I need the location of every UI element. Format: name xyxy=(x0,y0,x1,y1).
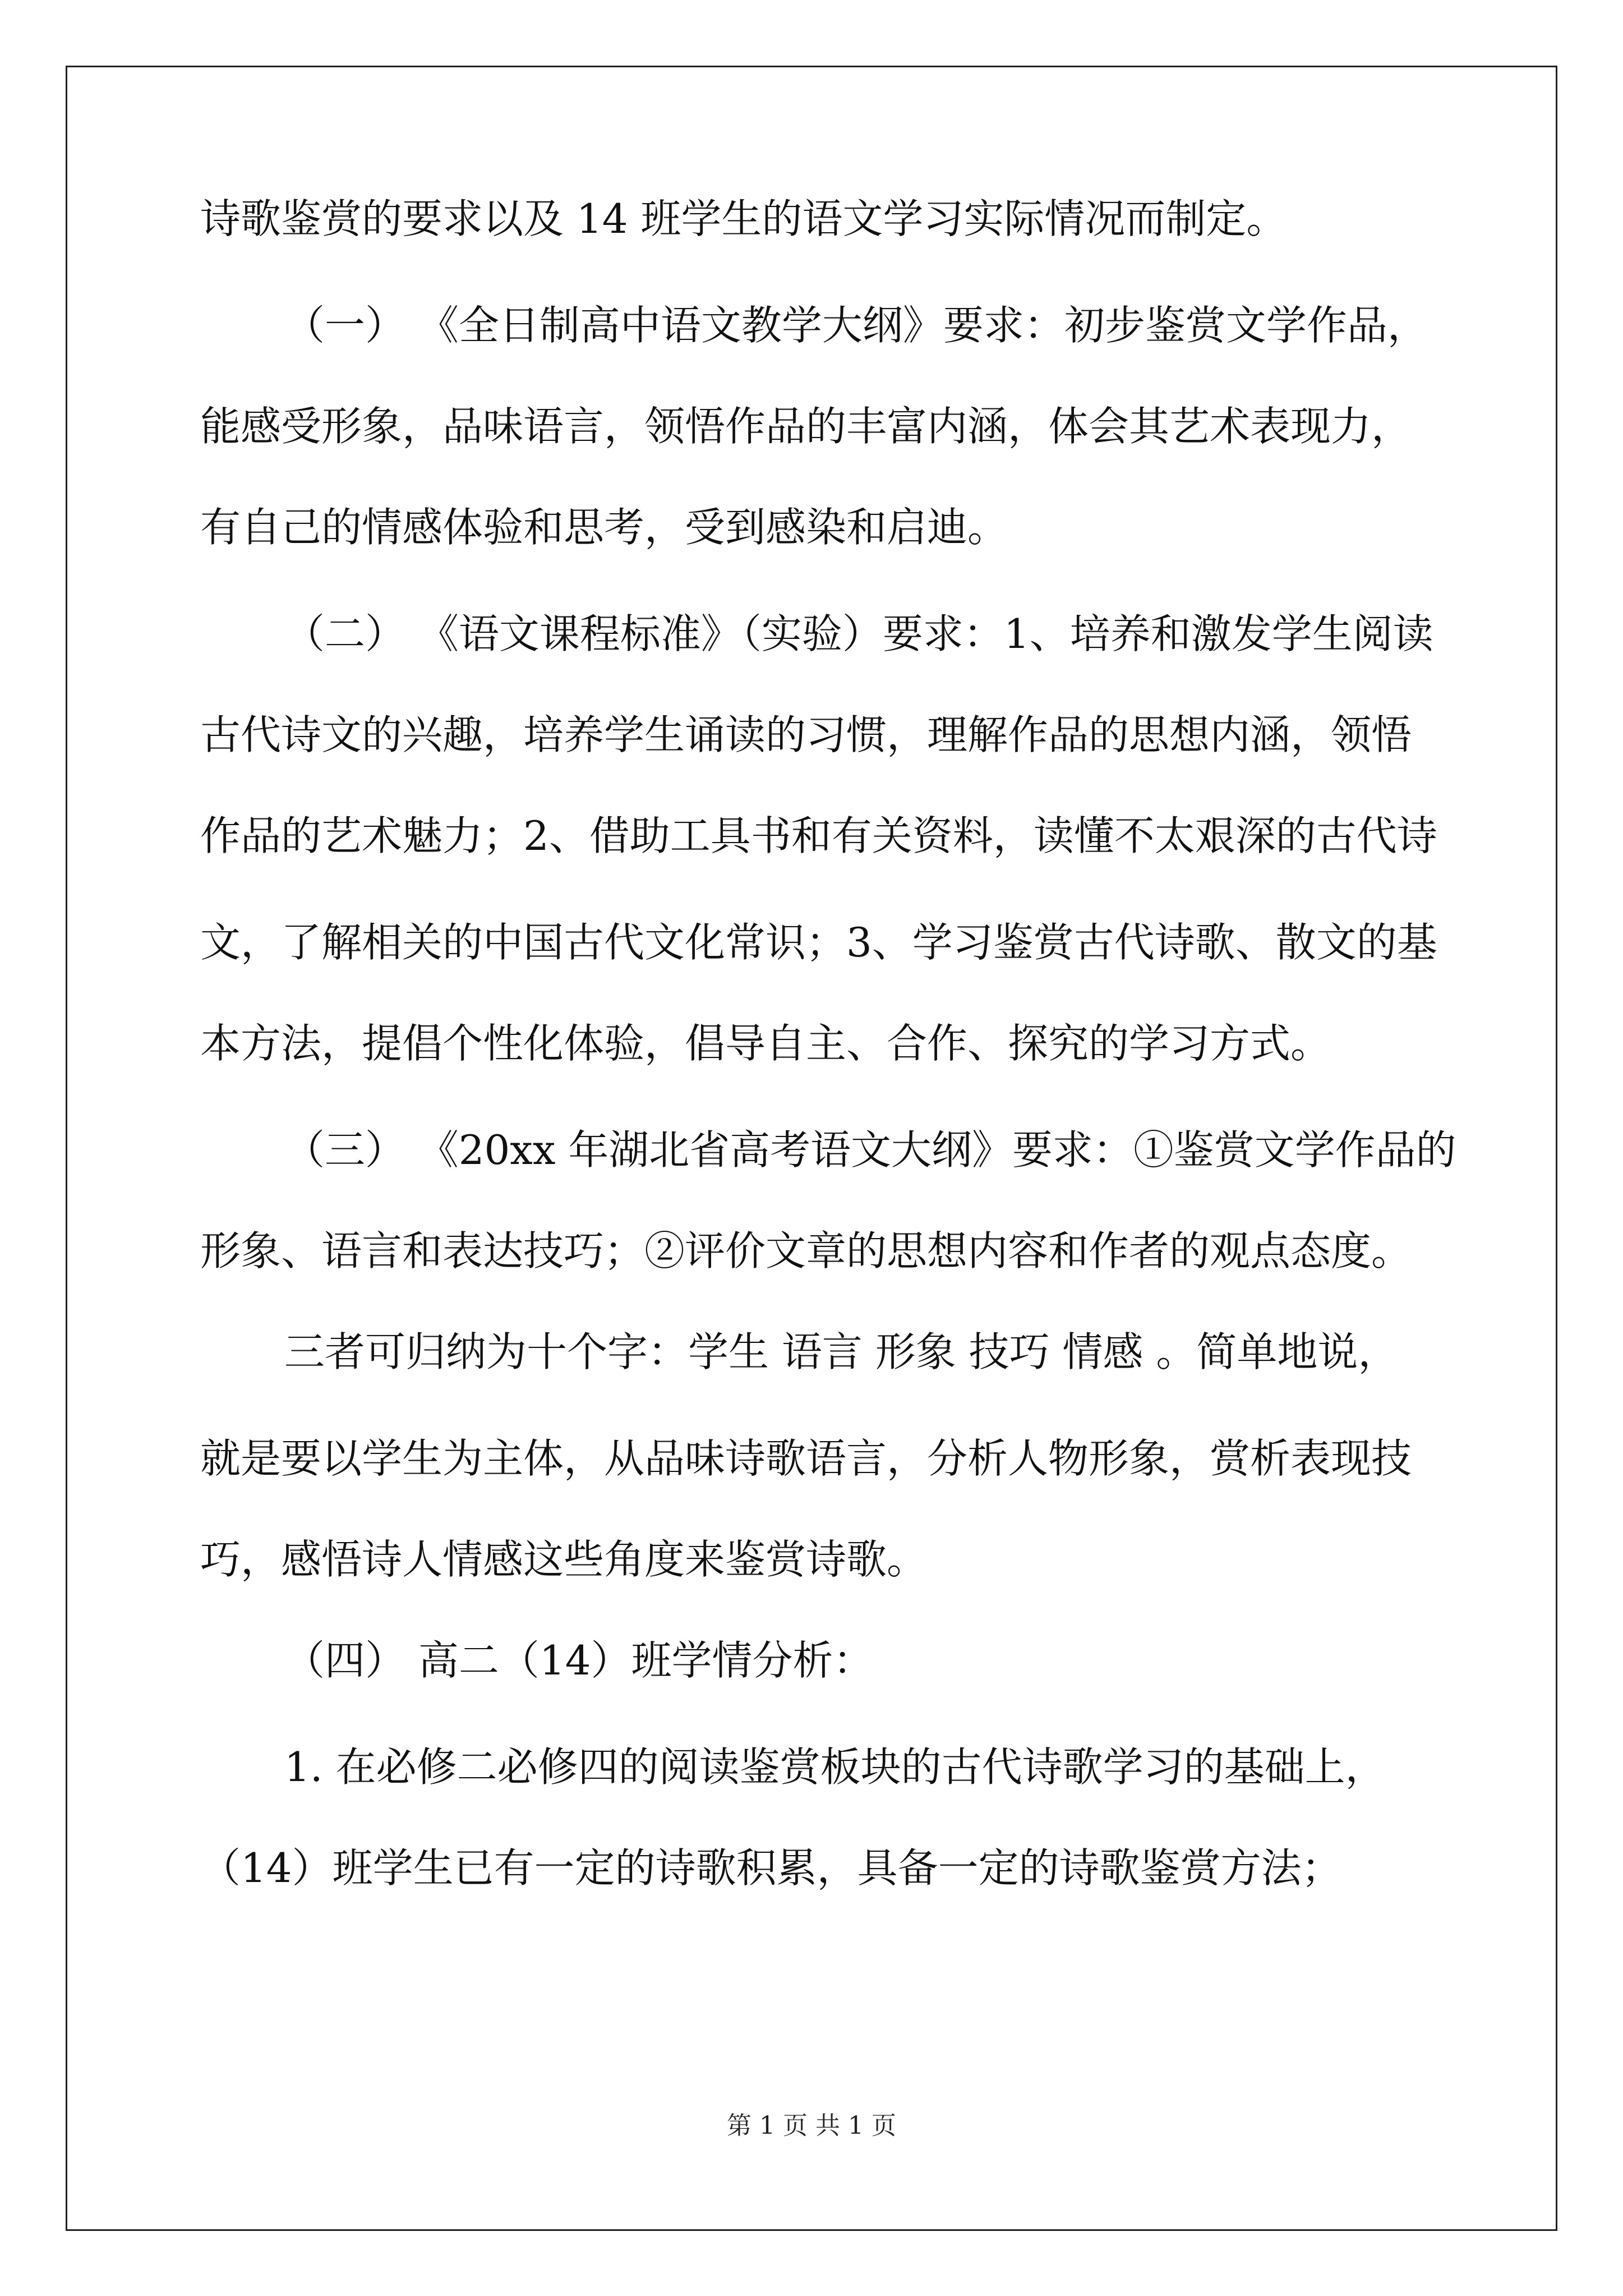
text-line: 就是要以学生为主体，从品味诗歌语言，分析人物形象，赏析表现技 xyxy=(200,1435,1412,1482)
text-line: （一） 《全日制高中语文教学大纲》要求：初步鉴赏文学作品， xyxy=(284,302,1428,349)
text-line: 1. 在必修二必修四的阅读鉴赏板块的古代诗歌学习的基础上， xyxy=(284,1743,1386,1791)
text-line: （二） 《语文课程标准》（实验）要求：1、培养和激发学生阅读 xyxy=(284,610,1433,657)
text-line: 作品的艺术魅力；2、借助工具书和有关资料，读懂不太艰深的古代诗 xyxy=(200,812,1437,859)
text-line: 古代诗文的兴趣，培养学生诵读的习惯，理解作品的思想内涵，领悟 xyxy=(200,711,1412,758)
text-line: （14）班学生已有一定的诗歌积累，具备一定的诗歌鉴赏方法； xyxy=(200,1844,1342,1892)
text-line: （三） 《20xx 年湖北省高考语文大纲》要求：①鉴赏文学作品的 xyxy=(284,1126,1456,1174)
text-line: 文，了解相关的中国古代文化常识；3、学习鉴赏古代诗歌、散文的基 xyxy=(200,919,1437,966)
text-line: 巧，感悟诗人情感这些角度来鉴赏诗歌。 xyxy=(200,1536,928,1583)
text-line: 三者可归纳为十个字：学生 语言 形象 技巧 情感 。简单地说， xyxy=(284,1328,1399,1375)
text-line: 有自己的情感体验和思考，受到感染和启迪。 xyxy=(200,504,1008,551)
text-line: 诗歌鉴赏的要求以及 14 班学生的语文学习实际情况而制定。 xyxy=(200,195,1287,242)
text-line: 能感受形象，品味语言，领悟作品的丰富内涵，体会其艺术表现力， xyxy=(200,403,1412,450)
text-line: 本方法，提倡个性化体验，倡导自主、合作、探究的学习方式。 xyxy=(200,1020,1331,1067)
page-footer: 第 1 页 共 1 页 xyxy=(727,2111,896,2140)
text-line: （四） 高二（14）班学情分析： xyxy=(284,1637,874,1684)
text-line: 形象、语言和表达技巧；②评价文章的思想内容和作者的观点态度。 xyxy=(200,1227,1412,1274)
